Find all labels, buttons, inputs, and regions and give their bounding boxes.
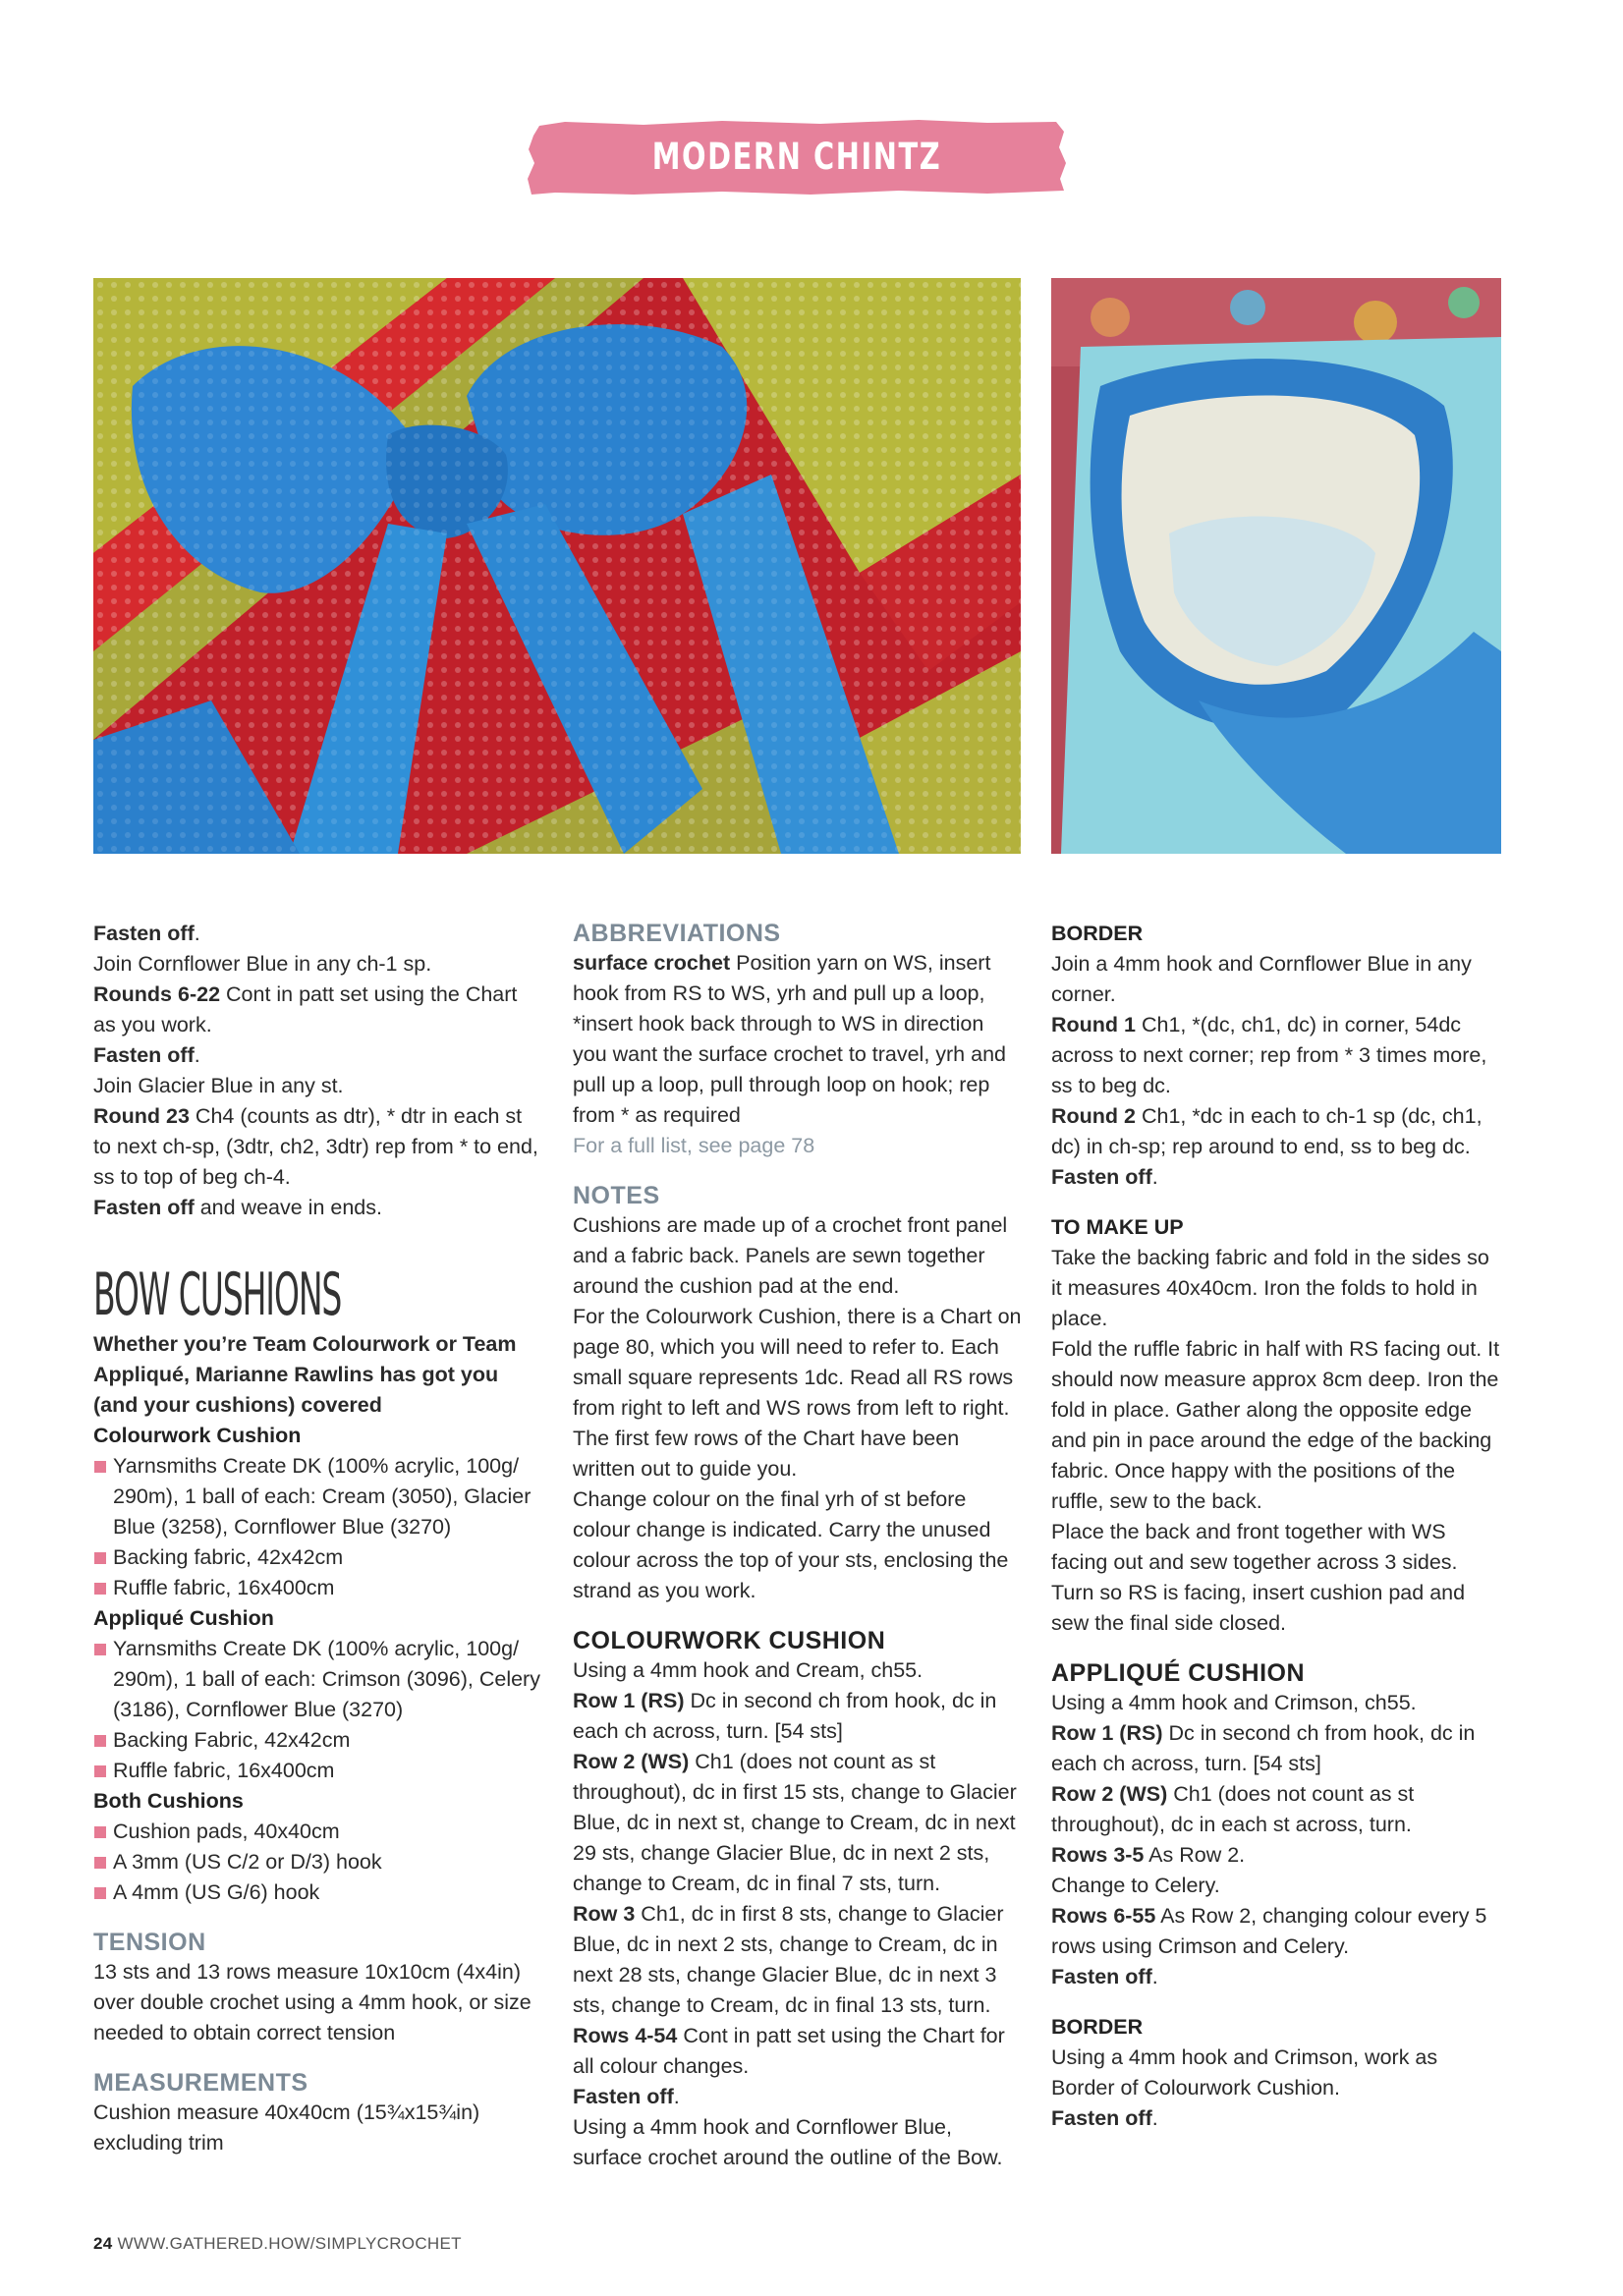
fasten-off-line: Fasten off.	[93, 1043, 200, 1067]
fasten-off-line: Fasten off.	[573, 2085, 680, 2108]
middle-column	[573, 919, 1023, 2173]
instruction-row: Row 2 (WS) Ch1 (does not count as st throughout), dc in each st across, turn.	[1051, 1782, 1415, 1836]
right-column	[1051, 919, 1503, 2134]
notes-paragraph: Change colour on the final yrh of st before colour change is indicated. Carry the unused colour across the top of your sts, enclosing the strand as you work.	[573, 1487, 1009, 1602]
instruction-row: Rows 6-55 As Row 2, changing colour every 5 rows using Crimson and Celery.	[1051, 1904, 1487, 1958]
abbreviations-link[interactable]: For a full list, see page 78	[573, 1134, 815, 1157]
instruction-row: Rows 4-54 Cont in patt set using the Chart for all colour changes.	[573, 2024, 1005, 2078]
make-up-heading: TO MAKE UP	[1051, 1215, 1184, 1239]
list-item: A 4mm (US G/6) hook	[93, 1877, 545, 1908]
both-materials-head: Both Cushions	[93, 1789, 244, 1813]
join-line: Join Glacier Blue in any st.	[93, 1074, 344, 1097]
instruction-row: Row 1 (RS) Dc in second ch from hook, dc in each ch across, turn. [54 sts]	[1051, 1721, 1476, 1775]
pattern-title: BOW CUSHIONS	[93, 1260, 342, 1329]
page-footer	[93, 2234, 462, 2254]
fasten-off-line: Fasten off.	[1051, 2106, 1158, 2130]
round-23: Round 23 Ch4 (counts as dtr), * dtr in each st to next ch-sp, (3dtr, ch2, 3dtr) rep from * to end, ss to top of beg ch-4.	[93, 1104, 538, 1189]
instruction-line: Fold the ruffle fabric in half with RS facing out. It should now measure approx 8cm deep. Iron the fold in place. Gather along the opposite edge and pin in pace around the edge of the backing fabric. Once happy with the positions of the ruffle, sew to the back.	[1051, 1337, 1500, 1513]
abbreviation-surface-crochet: surface crochet Position yarn on WS, insert hook from RS to WS, yrh and pull up a loop, *insert hook back through to WS in direction you want the surface crochet to travel, yrh and pull up a loop, pull through loop on hook; rep from * as required	[573, 951, 1006, 1127]
instruction-line: Using a 4mm hook and Crimson, work as Border of Colourwork Cushion.	[1051, 2045, 1438, 2100]
list-item: Cushion pads, 40x40cm	[93, 1817, 545, 1847]
notes-paragraph: Cushions are made up of a crochet front panel and a fabric back. Panels are sewn together around the cushion pad at the end.	[573, 1213, 1008, 1298]
list-item: A 3mm (US C/2 or D/3) hook	[93, 1847, 545, 1877]
colourwork-materials-list	[93, 1451, 545, 1603]
list-item: Ruffle fabric, 16x400cm	[93, 1756, 545, 1786]
instruction-line: Change to Celery.	[1051, 1874, 1220, 1897]
applique-materials-head: Appliqué Cushion	[93, 1606, 274, 1630]
instruction-line: Using a 4mm hook and Crimson, ch55.	[1051, 1691, 1417, 1714]
join-line: Join Cornflower Blue in any ch-1 sp.	[93, 952, 432, 976]
section-banner	[526, 118, 1068, 256]
instruction-line: Using a 4mm hook and Cream, ch55.	[573, 1658, 923, 1682]
both-materials-list	[93, 1817, 545, 1908]
fasten-off-line: Fasten off.	[1051, 1165, 1158, 1189]
applique-cushion-photo	[1051, 278, 1501, 854]
instruction-row: Row 1 (RS) Dc in second ch from hook, dc in each ch across, turn. [54 sts]	[573, 1689, 997, 1743]
notes-paragraph: For the Colourwork Cushion, there is a Chart on page 80, which you will need to refer to. Each small square represents 1dc. Read all RS rows from right to left and WS rows from left to right. The first few rows of the Chart have been written out to guide you.	[573, 1305, 1022, 1481]
tension-text: 13 sts and 13 rows measure 10x10cm (4x4in) over double crochet using a 4mm hook, or size needed to obtain correct tension	[93, 1960, 532, 2044]
instruction-row: Round 1 Ch1, *(dc, ch1, dc) in corner, 54dc across to next corner; rep from * 3 times more, ss to beg dc.	[1051, 1013, 1487, 1097]
list-item: Ruffle fabric, 16x400cm	[93, 1573, 545, 1603]
list-item: Yarnsmiths Create DK (100% acrylic, 100g/ 290m), 1 ball of each: Cream (3050), Glacier Blue (3258), Cornflower Blue (3270)	[93, 1451, 545, 1542]
instruction-line: Using a 4mm hook and Cornflower Blue, surface crochet around the outline of the Bow.	[573, 2115, 1003, 2169]
list-item: Backing Fabric, 42x42cm	[93, 1725, 545, 1756]
instruction-line: Place the back and front together with WS facing out and sew together across 3 sides. Turn so RS is facing, insert cushion pad and sew the final side closed.	[1051, 1520, 1466, 1635]
colourwork-materials-head: Colourwork Cushion	[93, 1424, 302, 1447]
instruction-line: Join a 4mm hook and Cornflower Blue in any corner.	[1051, 952, 1472, 1006]
border-heading: BORDER	[1051, 2015, 1144, 2039]
pattern-intro: Whether you’re Team Colourwork or Team Appliqué, Marianne Rawlins has got you (and your cushions) covered	[93, 1332, 517, 1417]
bow-cushion-photo	[93, 278, 1021, 854]
abbreviations-heading: ABBREVIATIONS	[573, 920, 781, 947]
colourwork-cushion-heading: COLOURWORK CUSHION	[573, 1627, 886, 1654]
measurements-heading: MEASUREMENTS	[93, 2069, 308, 2097]
instruction-row: Round 2 Ch1, *dc in each to ch-1 sp (dc, ch1, dc) in ch-sp; rep around to end, ss to beg dc.	[1051, 1104, 1483, 1158]
fasten-off-line: Fasten off and weave in ends.	[93, 1196, 382, 1219]
tension-heading: TENSION	[93, 1929, 206, 1956]
instruction-line: Take the backing fabric and fold in the sides so it measures 40x40cm. Iron the folds to hold in place.	[1051, 1246, 1489, 1330]
left-column	[93, 919, 545, 2158]
list-item: Backing fabric, 42x42cm	[93, 1542, 545, 1573]
notes-heading: NOTES	[573, 1182, 660, 1209]
instruction-row: Row 3 Ch1, dc in first 8 sts, change to Glacier Blue, dc in next 2 sts, change to Cream, dc in next 28 sts, change Glacier Blue, dc in next 3 sts, change to Cream, dc in final 13 sts, turn.	[573, 1902, 1004, 2017]
fasten-off-line: Fasten off.	[1051, 1965, 1158, 1988]
page-number: 24	[93, 2234, 113, 2253]
rounds-6-22: Rounds 6-22 Cont in patt set using the Chart as you work.	[93, 982, 518, 1036]
instruction-row: Rows 3-5 As Row 2.	[1051, 1843, 1246, 1867]
list-item: Yarnsmiths Create DK (100% acrylic, 100g/ 290m), 1 ball of each: Crimson (3096), Celery (3186), Cornflower Blue (3270)	[93, 1634, 545, 1725]
banner-title: MODERN CHINTZ COLLECTION	[651, 136, 942, 256]
border-heading: BORDER	[1051, 922, 1144, 945]
applique-materials-list	[93, 1634, 545, 1786]
measurements-text: Cushion measure 40x40cm (15¾x15¾in) excluding trim	[93, 2100, 480, 2155]
footer-url[interactable]: WWW.GATHERED.HOW/SIMPLYCROCHET	[117, 2234, 462, 2253]
instruction-row: Row 2 (WS) Ch1 (does not count as st throughout), dc in first 15 sts, change to Glacier Blue, dc in next st, change to Cream, dc in next 29 sts, change Glacier Blue, dc in next 2 sts, change to Cream, dc in final 7 sts, turn.	[573, 1750, 1017, 1895]
applique-cushion-heading: APPLIQUÉ CUSHION	[1051, 1659, 1306, 1687]
fasten-off-line: Fasten off.	[93, 922, 200, 945]
